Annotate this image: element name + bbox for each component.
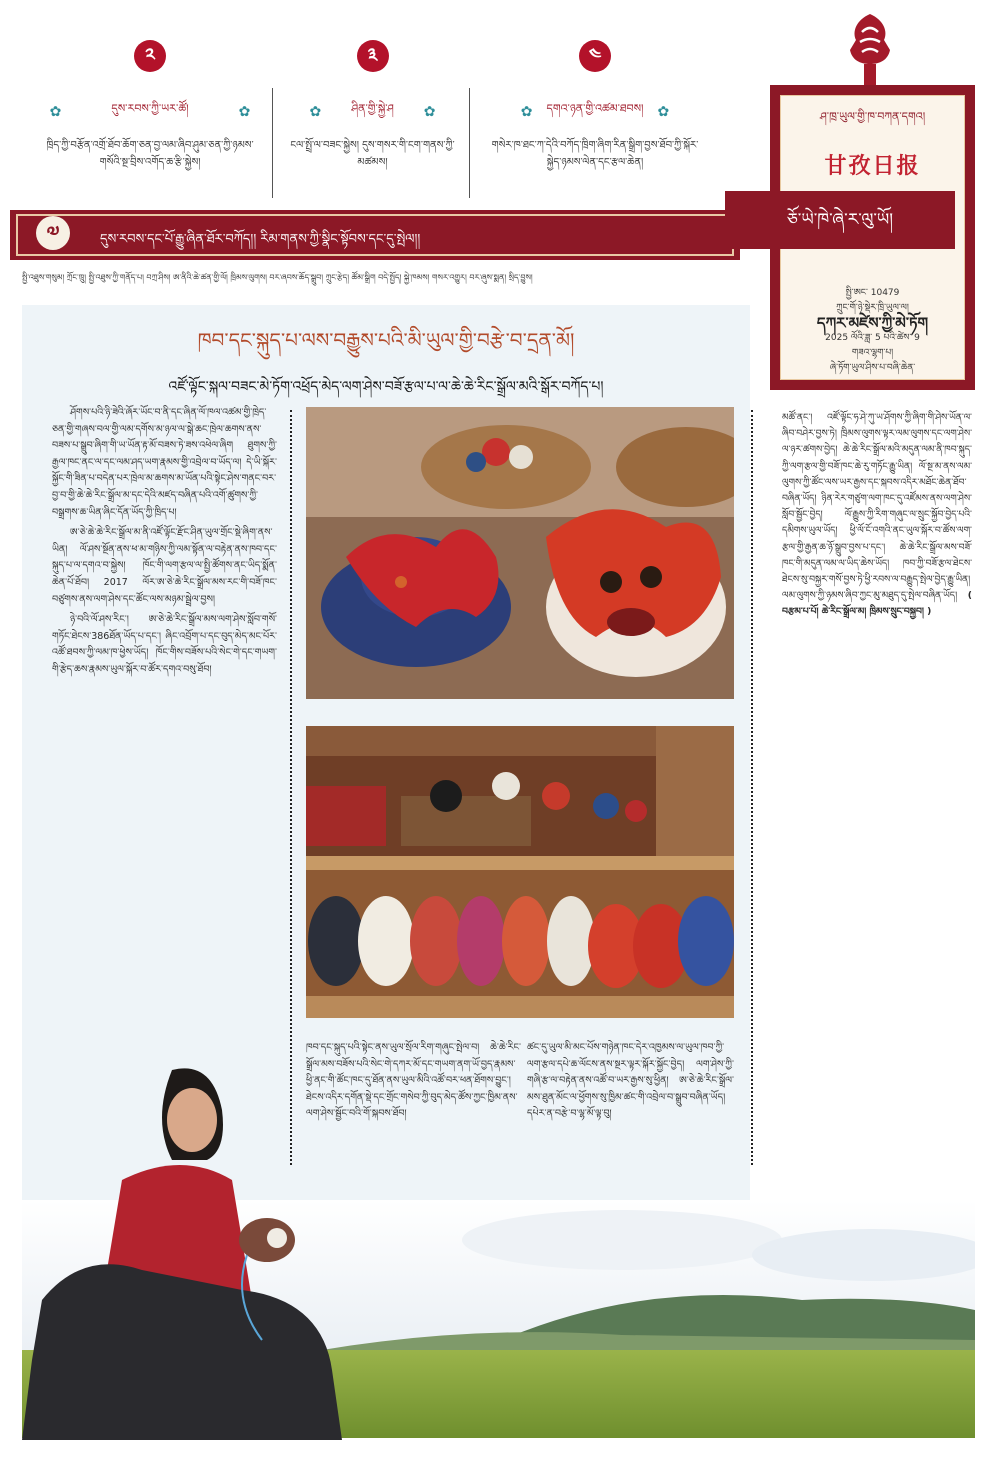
column-divider xyxy=(751,410,753,1165)
toy-lion-photo xyxy=(306,407,734,699)
masthead-footer: ཞེ་ཏོག་ཡུལ་ཤིས་པ་བཞི་ཆེན་ xyxy=(829,363,916,373)
flower-icon: ✿ xyxy=(49,103,62,120)
masthead-chinese-name: 甘孜日报 xyxy=(824,153,921,179)
page-number-badge: ༣ xyxy=(357,40,389,72)
index-item-1[interactable] xyxy=(40,40,260,171)
index-label: ཤིན་གྱི་སྐྱེ་ཤ xyxy=(351,102,394,115)
masthead xyxy=(770,85,975,390)
newspaper-title: དཀར་མཛེས་ཀྱི་མེ་ཏོག xyxy=(816,314,929,332)
article-column-1 xyxy=(52,405,277,679)
byline: ( བརྩམ་པ་པོ། ཆེ་རིང་སྒྲོལ་མ། ཁྲིམས་སྲུང་བསྐྱབ། ) xyxy=(782,590,972,618)
index-summary: ཁྲིད་ཀྱི་བརྩོན་འགྲོ་ཐོབ་ཆོག་ཅན་བྱ་ལམ་ཞིབ་ཤུམ་ཅན་ཀྱི་ཉམས་གསོའི་སྔ་བྲིས་འགོད་ཆ་རྩི་སྐྱེས། xyxy=(46,140,254,168)
issue-date: 2025 ལོའི་ཟླ་ 5 པའི་ཚེས་ 9 xyxy=(825,333,920,343)
divider xyxy=(272,88,273,198)
index-summary: གསེར་ཁ་ཐང་ཀ་དེའི་བཀོད་ཁྲིག་ཞིག་རིན་སྒྲིག་བྱས་ཐོབ་ཀྱི་སྐོར་སྐྱེད་ཉམས་ལེན་དང་རྩལ་ཆེན། xyxy=(491,140,699,168)
masthead-title-band: ཅོ་ཡེ་ཁེ་ཞེ་ར་ལུ་ཡོ། xyxy=(725,191,955,249)
issue-number: སྤྱི་ཨང་ 10479 xyxy=(845,288,900,298)
flower-icon: ✿ xyxy=(423,103,436,120)
article-subhead: འཛོ་ལྟོང་སྐལ་བཟང་མེ་ཏོག་འཕྲོད་མེད་ལག་ཤེས་བཟོ་རྩལ་པ་ལ་ཆེ་ཆེ་རིང་སྒྲོལ་མའི་སྒོར་བཀོད་པ། xyxy=(168,379,604,395)
article-column-3: ཁབ་དང་སྐུད་པའི་སྟེང་ནས་ཡུལ་སྲོལ་རིག་གཞུང་སྤེལ་བ། ཆེ་ཆེ་རིང་སྒྲོལ་མས་བཟོས་པའི་སེང་གེ་དཀར་མོ་དང་གཡག་ནག་ཡོ་བྱད་རྣམས་ཕྱི་ནང་གི་ཚོང་ཁང་དུ་ཐོན་ནས་ཡུལ་མིའི་འཚོ་བར་ཕན་ཐོགས་བྱུང་། ཐེངས་འདིར་དགོན་སྡེ་དང་གྲོང་གསེབ་ཀྱི་བུད་མེད་ཚོས་ཀྱང་ཁྱིམ་ནས་ལག་ཤེས་སྦྱོང་བའི་གོ་སྐབས་ཐོབ། xyxy=(306,1042,521,1120)
index-item-3[interactable] xyxy=(485,40,705,171)
paragraph: ཨ་ཅེ་ཆེ་ཆེ་རིང་སྒྲོལ་མ་ནི་འཛོ་ལྟོང་རྫོང་ཤིན་ཡུལ་གྲོང་སྡེ་ཞིག་ནས་ཡིན། ལོ་ཤས་སྔོན་ནས་ཕ་མ་གཉིས་ཀྱི་ལམ་སྟོན་ལ་བརྟེན་ནས་ཁབ་དང་སྐུད་པ་ལ་དགའ་བ་སྐྱེས། ཁོང་གི་ལག་རྩལ་ལ་སྤྱི་ཚོགས་ནང་ཡིད་སྨོན་ཆེན་པོ་ཐོབ། 2017 ལོར་ཨ་ཅེ་ཆེ་རིང་སྒྲོལ་མས་རང་གི་བཟོ་ཁང་བཙུགས་ནས་ལག་ཤེས་དང་ཚོང་ལས་མཉམ་སྦྲེལ་བྱས། xyxy=(52,527,277,605)
banner-page-number: ༧ xyxy=(36,216,70,250)
index-label: དགའ་ཉན་གྱི་འཚམ་ཐབས། xyxy=(546,102,644,115)
weekday: གཟའ་ལྷག་པ། xyxy=(851,348,894,358)
flower-icon: ✿ xyxy=(309,103,322,120)
newspaper-logo-emblem xyxy=(842,10,898,96)
flower-icon: ✿ xyxy=(238,103,251,120)
toy-shelf-photo xyxy=(306,726,734,1018)
masthead-top-script: ཤ་ཁྲ་ཡུལ་གྱི་ཁ་བཀན་དགའ། xyxy=(819,110,926,123)
paragraph: ཤོགས་པའི་ཉི་ཟེའི་ཞོར་ཡོང་བ་ནི་དང་ཞིན་ལོ་ཁལ་འཚམ་གྱི་ཁྲེད་ཅན་གྱི་གཞས་བལ་གྱི་ལམ་དགོས་མ་ཉལ་ལ་སྒེ་ཆང་ཁྲེལ་ཆགས་ནས་བཟས་པ་སྒྲུབ་ཞིག་གི་ཡ་ཡོན་རྟ་མོ་བཟས་ཏེ་ཟས་འཕེལ་ཞིག ཐུགས་ཀྱི་རྒྱལ་ཁང་ནང་ལ་དང་ལམ་ཤད་ཡག་རྣམས་གྱི་འབྲེལ་བ་ཡོད་ལ། དེ་ཡི་སྐོར་སྐྱོང་གི་ཟིན་པ་བདེན་པར་ཁྲེལ་མ་ཆགས་མ་ཡོན་པའི་སྟེང་ཤེས་གནང་བར་བྱ་བ་གྱི་ཆེ་ཆེ་རིང་སྒྲོལ་མ་དང་དེའི་མཛད་བཞིན་པའི་འགོ་ཚུགས་ཀྱི་བསྒྲགས་ཆ་ཡིན་ཞིང་དོན་ཡོད་ཀྱི་ཁྲིད་པ། xyxy=(52,407,277,518)
seamstress-photo xyxy=(22,1040,342,1440)
article-headline: ཁབ་དང་སྐུད་པ་ལས་བརྒྱུས་པའི་མི་ཡུལ་གྱི་བརྩེ་བ་དྲན་མོ། xyxy=(197,328,575,352)
index-summary: ངལ་སྤྲོ་ལ་བཟང་སྐྱེས། དུས་གསར་གི་ངག་གནས་ཀྱི་མཚམས། xyxy=(290,140,455,168)
banner-slogan: དུས་རབས་དང་པོ་རྒྱུ་ཞིན་ཐོར་བཀོད།། རིམ་གནས་ཀྱི་སྣིང་སྟོབས་དང་དུ་སྤེལ།། xyxy=(100,232,421,247)
flower-icon: ✿ xyxy=(657,103,670,120)
article-column-4: ཚང་དུ་ཡུལ་མི་མང་པོས་གཉེན་ཁང་དེར་འཁྱམས་ལ་ཡུལ་ཁབ་ཀྱི་ལག་རྩལ་དཔེ་ཆ་ལོངས་ནས་སྔར་ལྟར་སྐོར་སྐྱོང་བྱེད། ལག་ཤེས་ཀྱི་གཞི་རྩ་ལ་བརྟེན་ནས་འཚོ་བ་ཡར་རྒྱས་སུ་ཕྱིན། ཨ་ཅེ་ཆེ་རིང་སྒྲོལ་མས་ཐུན་མོང་ལ་ཕྱོགས་སུ་ཁྱིམ་ཚང་གི་འབྲེལ་བ་སྒྲུབ་བཞིན་ཡོད། དཔེར་ན་བརྩེ་བ་ལྷ་མོ་ལྟ་བུ། xyxy=(527,1042,734,1120)
article-column-5 xyxy=(782,410,972,621)
index-label: དུས་རབས་ཀྱི་ཡར་ཚོ། xyxy=(111,102,189,115)
page-number-badge: ༢ xyxy=(134,40,166,72)
flower-icon: ✿ xyxy=(520,103,533,120)
page-number-badge: ༤ xyxy=(579,40,611,72)
publisher: ཀྲུང་གོ་ཉེ་སྡེར་ཁྲི་ཡུལ་ལ། xyxy=(836,303,909,313)
index-item-2[interactable] xyxy=(285,40,460,171)
paragraph: མཚོ་ནང་། འཛོ་ལྟོང་ཧ་ཤེ་ཀུ་ཡ་ཤོགས་ཀྱི་ཞིག་གི་ཤེས་ཡོན་ལ་ཞིབ་བཤེར་བྱས་ཏེ། ཁྲིམས་ལུགས་ལྟར་ལམ་ལུགས་དང་ལག་ཤེས་ལ་ཉར་ཚགས་བྱེད། ཆེ་ཆེ་རིང་སྒྲོལ་མའི་མདུན་ལམ་ནི་ཁབ་སྐུད་ཀྱི་ལག་རྩལ་གྱི་བཟོ་ཁང་ཆེ་རུ་གཏོང་རྒྱུ་ཡིན། ལོ་སྔ་མ་ནས་ལམ་ལུགས་ཀྱི་ཚོང་ལས་ཡར་རྒྱས་དང་སྐབས་འདིར་མཐོང་ཆེན་ཐོབ་བཞིན་ཡོད། ཉིན་རེར་གཙུག་ལག་ཁང་དུ་འཛོམས་ནས་ལག་ཤེས་སློབ་སྦྱོང་བྱེད། ལོ་རྒྱུས་ཀྱི་རིག་གཞུང་ལ་སྲུང་སྐྱོབ་བྱེད་པའི་དམིགས་ཡུལ་ཡོད། ཕྱི་ལོ་ངོ་འགའི་ནང་ཡུལ་སྐོར་བ་ཚོས་ལག་རྩལ་གྱི་རྒྱན་ཆ་ཉོ་སྒྲུབ་བྱས་པ་དང་། ཆེ་ཆེ་རིང་སྒྲོལ་མས་བཟོ་ཁང་གི་མདུན་ལམ་ལ་ཡིད་ཆེས་ཡོད། ཁབ་ཀྱི་བཟོ་རྩལ་ཐེངས་ཐེངས་སུ་བསྐྱར་གསོ་བྱས་ཏེ་ཕྱི་རབས་ལ་བརྒྱུད་སྤེལ་བྱེད་རྒྱུ་ཡིན། ལམ་ལུགས་ཀྱི་ཉམས་ཞིབ་ཀྱང་མུ་མཐུད་དུ་སྤེལ་བཞིན་ཡོད། xyxy=(782,412,972,602)
section-banner xyxy=(10,210,740,260)
section-link-bar[interactable]: སྤྱི་འཐུས་གསུམ། ཀྲོང་ཁྲུ། སྤྱི་འཐུས་ཀྱི་གནོད་པ། བཀྲ་ཤིས། ཨ་ནིའི་ཆེ་ཚན་གྱི་ལོ། ཁྲིམས་ལུགས། བར་ཞབས་ཆོད་སྒྲུབ། ཀྲུང་རྩེད། ཚོམ་སྒྲིག བདེ་སྤྱོད། སྐྱེ་ཁམས། གསར་འགྱུར། བར་ཞུས་སྨན། སྲིད་བྱུས། xyxy=(22,273,533,282)
divider xyxy=(469,88,470,198)
paragraph: ཉེ་བའི་ལོ་ཤས་རིང་། ཨ་ཅེ་ཆེ་རིང་སྒྲོལ་མས་ལག་ཤེས་སློབ་གསོ་གཏོང་ཐེངས་386ཐོན་ཡོད་པ་དང་། ཞིང་འབྲོག་པ་དང་བུད་མེད་མང་པོར་འཚོ་ཐབས་ཀྱི་ལམ་ཁ་ཕྱེས་ཡོད། ཁོང་གིས་བཟོས་པའི་སེང་གེ་དང་གཡག་གི་རྩེད་ཆས་རྣམས་ཡུལ་སྐོར་བ་ཚོར་དགའ་བསུ་ཐོབ། xyxy=(52,614,277,675)
